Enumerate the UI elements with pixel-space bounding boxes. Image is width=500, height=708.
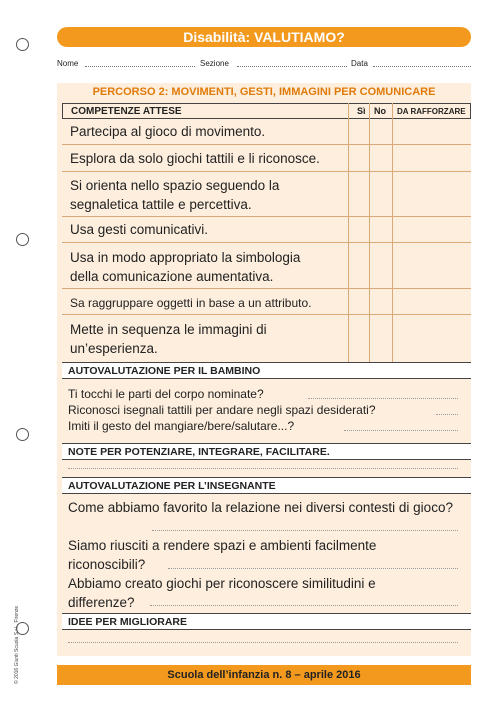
answer-line[interactable] bbox=[344, 430, 458, 431]
note-line[interactable] bbox=[68, 468, 458, 469]
table-row bbox=[62, 217, 471, 243]
competenze-table bbox=[62, 119, 471, 362]
row-text: Sa raggruppare oggetti in base a un attributo. bbox=[70, 296, 312, 310]
bambino-header: AUTOVALUTAZIONE PER IL BAMBINO bbox=[62, 362, 471, 379]
meta-fields bbox=[57, 59, 471, 73]
col-no: No bbox=[374, 106, 386, 116]
bambino-question-1: Ti tocchi le parti del corpo nominate? bbox=[68, 387, 264, 401]
section-label: Sezione bbox=[200, 59, 229, 68]
bambino-question-3: Imiti il gesto del mangiare/bere/salutare...? bbox=[68, 419, 295, 433]
answer-line[interactable] bbox=[436, 414, 458, 415]
date-label: Data bbox=[351, 59, 368, 68]
insegnante-header: AUTOVALUTAZIONE PER L’INSEGNANTE bbox=[62, 477, 471, 494]
col-si: Sì bbox=[357, 106, 366, 116]
name-field[interactable] bbox=[85, 66, 195, 67]
insegnante-question-2: Siamo riusciti a rendere spazi e ambienti facilmente riconoscibili? bbox=[68, 538, 377, 572]
date-field[interactable] bbox=[373, 66, 471, 67]
table-row bbox=[62, 315, 471, 362]
copyright-note: © 2016 Giunti Scuola S.r.l., Firenze bbox=[14, 605, 20, 684]
table-row bbox=[62, 119, 471, 145]
table-row bbox=[62, 243, 471, 289]
insegnante-question-1: Come abbiamo favorito la relazione nei diversi contesti di gioco? bbox=[68, 500, 453, 515]
answer-line[interactable] bbox=[168, 568, 458, 569]
answer-line[interactable] bbox=[308, 398, 458, 399]
section-field[interactable] bbox=[237, 66, 347, 67]
table-row bbox=[62, 172, 471, 217]
answer-line[interactable] bbox=[152, 530, 458, 531]
row-text: Esplora da solo giochi tattili e li riconosce. bbox=[70, 151, 320, 166]
binder-hole-3 bbox=[16, 428, 29, 441]
idee-line[interactable] bbox=[68, 642, 458, 643]
name-label: Nome bbox=[57, 59, 79, 68]
answer-line[interactable] bbox=[150, 605, 458, 606]
row-text: Mette in sequenza le immagini di un’esperienza. bbox=[70, 322, 267, 356]
row-text: Usa gesti comunicativi. bbox=[70, 222, 209, 237]
table-row bbox=[62, 145, 471, 172]
binder-hole-2 bbox=[16, 233, 29, 246]
page-title: Disabilità: VALUTIAMO? bbox=[57, 27, 471, 47]
footer-bar: Scuola dell’infanzia n. 8 – aprile 2016 bbox=[57, 665, 471, 685]
note-header: NOTE PER POTENZIARE, INTEGRARE, FACILITARE. bbox=[62, 443, 471, 460]
col-rafforzare: DA RAFFORZARE bbox=[397, 107, 466, 116]
table-row bbox=[62, 289, 471, 315]
row-text: Partecipa al gioco di movimento. bbox=[70, 124, 266, 139]
competenze-label: COMPETENZE ATTESE bbox=[71, 106, 182, 117]
insegnante-question-3: Abbiamo creato giochi per riconoscere similitudini e differenze? bbox=[68, 576, 376, 610]
row-text: Si orienta nello spazio seguendo la segnaletica tattile e percettiva. bbox=[70, 178, 280, 212]
idee-header: IDEE PER MIGLIORARE bbox=[62, 613, 471, 630]
bambino-question-2: Riconosci isegnali tattili per andare negli spazi desiderati? bbox=[68, 403, 376, 417]
binder-hole-1 bbox=[16, 38, 29, 51]
row-text: Usa in modo appropriato la simbologia della comunicazione aumentativa. bbox=[70, 250, 301, 284]
percorso-title: PERCORSO 2: MOVIMENTI, GESTI, IMMAGINI PER COMUNICARE bbox=[92, 86, 436, 98]
competenze-header bbox=[62, 103, 471, 119]
